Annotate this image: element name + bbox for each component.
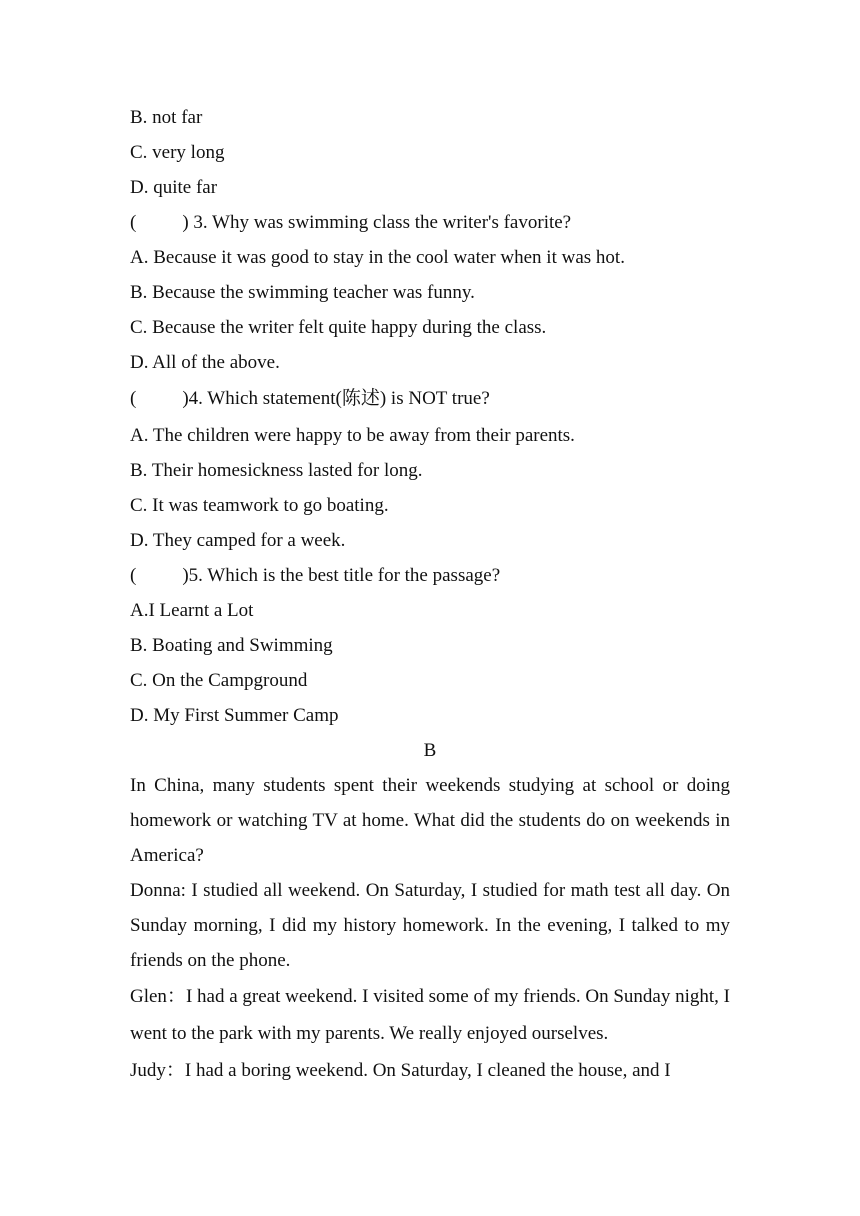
donna-paragraph: Donna: I studied all weekend. On Saturday, I studied for math test all day. On Sunday morning, I did my history homework. In the evening, I talked to my friends on the phone.	[130, 880, 730, 971]
reading-comprehension	[130, 100, 730, 1089]
q3-option-b: B. Because the swimming teacher was funny.	[130, 282, 475, 303]
question-4-text: )4. Which statement(陈述) is NOT true?	[182, 388, 490, 409]
q3-option-c: C. Because the writer felt quite happy during the class.	[130, 317, 547, 338]
answer-bracket-open: (	[130, 212, 137, 233]
question-5	[130, 558, 730, 593]
q5-option-b: B. Boating and Swimming	[130, 635, 333, 656]
q5-option-a: A.I Learnt a Lot	[130, 600, 254, 621]
q2-option-d: D. quite far	[130, 177, 218, 198]
q4-option-b: B. Their homesickness lasted for long.	[130, 460, 423, 481]
question-3	[130, 205, 730, 240]
q2-option-c: C. very long	[130, 142, 225, 163]
judy-paragraph: Judy：I had a boring weekend. On Saturday, I cleaned the house, and I	[130, 1060, 671, 1081]
question-3-text: ) 3. Why was swimming class the writer's favorite?	[182, 212, 572, 233]
question-4	[130, 380, 730, 418]
q5-option-c: C. On the Campground	[130, 670, 308, 691]
q2-option-b: B. not far	[130, 107, 203, 128]
section-b-heading: B	[423, 740, 437, 761]
section-b-intro: In China, many students spent their weekends studying at school or doing homework or watching TV at home. What did the students do on weekends in America?	[130, 775, 730, 866]
q4-option-d: D. They camped for a week.	[130, 530, 346, 551]
q3-option-d: D. All of the above.	[130, 352, 280, 373]
q4-option-c: C. It was teamwork to go boating.	[130, 495, 389, 516]
answer-bracket-open: (	[130, 388, 137, 409]
answer-bracket-open: (	[130, 565, 137, 586]
q4-option-a: A. The children were happy to be away from their parents.	[130, 425, 575, 446]
q5-option-d: D. My First Summer Camp	[130, 705, 339, 726]
q3-option-a: A. Because it was good to stay in the cool water when it was hot.	[130, 247, 625, 268]
glen-paragraph: Glen：I had a great weekend. I visited some of my friends. On Sunday night, I went to the park with my parents. We really enjoyed ourselves.	[130, 986, 730, 1044]
question-5-text: )5. Which is the best title for the passage?	[182, 565, 501, 586]
